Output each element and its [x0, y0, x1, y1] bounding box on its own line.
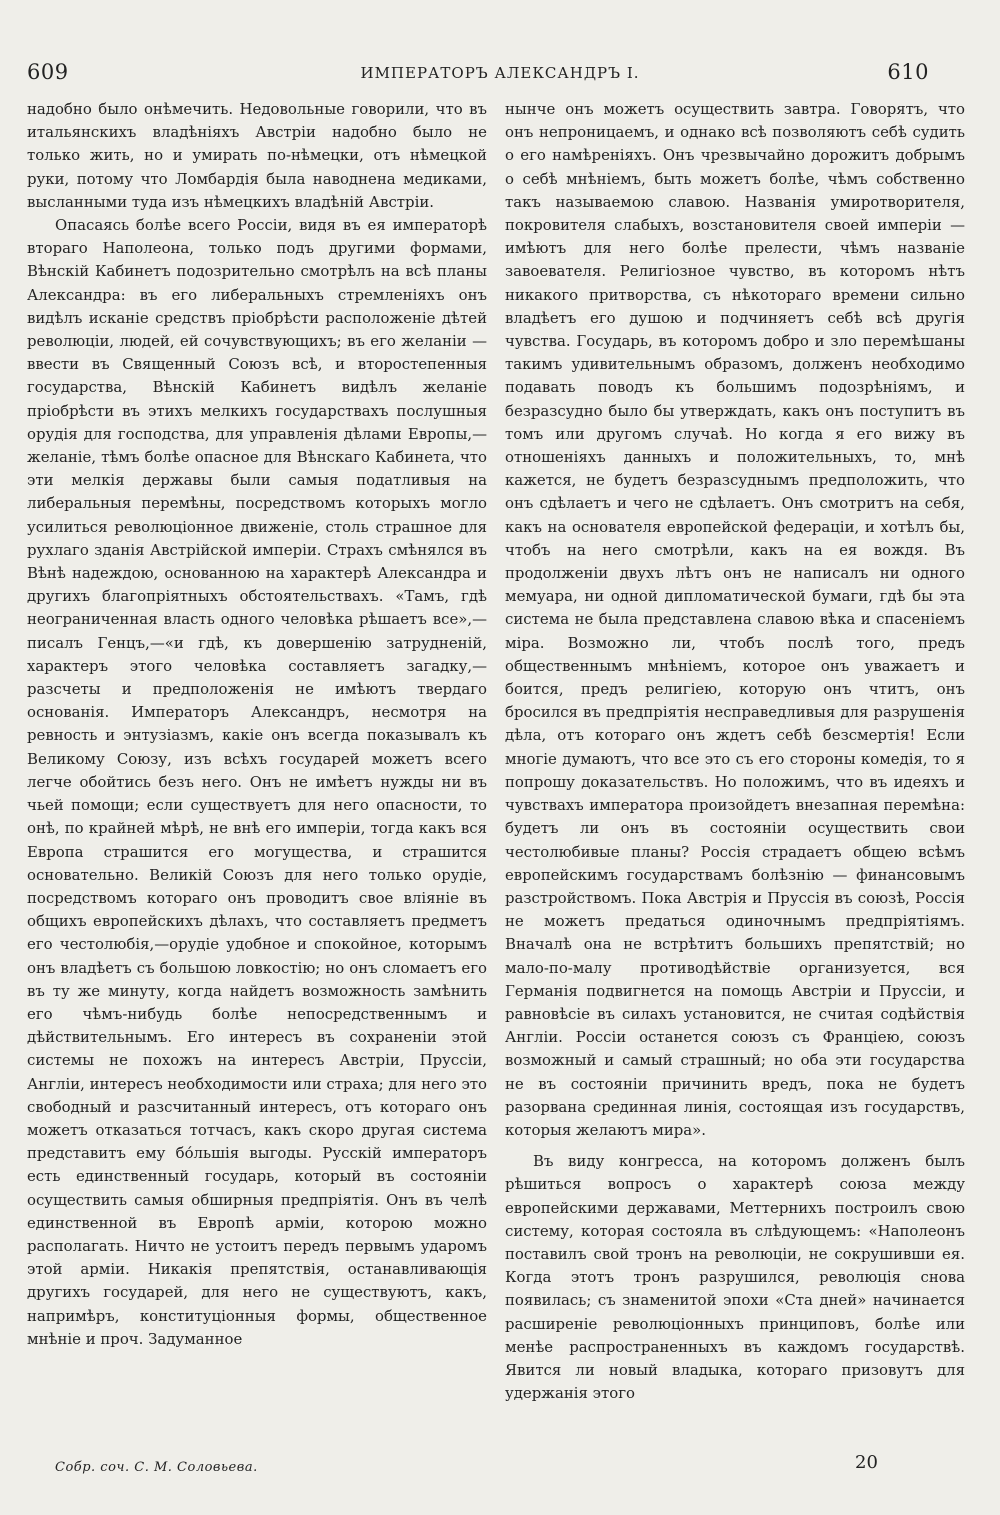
paragraph: нынче онъ можетъ осуществить завтра. Говорятъ, что онъ непроницаемъ, и однако всѣ позволяютъ себѣ судить о его намѣреніяхъ. Онъ чрезвычайно дорожитъ добрымъ о себѣ мнѣніемъ, быть можетъ болѣе, чѣмъ собственно такъ называемою славою. Названія умиротворителя, покровителя слабыхъ, возстановителя своей имперіи — имѣютъ для него болѣе прелести, чѣмъ названіе завоевателя. Религіозное чувство, въ которомъ нѣтъ никакого притворства, съ нѣкотораго времени сильно владѣетъ его душою и подчиняетъ себѣ всѣ другія чувства. Государь, въ которомъ добро и зло перемѣшаны такимъ удивительнымъ образомъ, долженъ необходимо подавать поводъ къ большимъ подозрѣніямъ, и безразсудно было бы утверждать, какъ онъ поступитъ въ томъ или другомъ случаѣ. Но когда я его вижу въ отношеніяхъ данныхъ и положительныхъ, то, мнѣ кажется, не будетъ безразсуднымъ предположить, что онъ сдѣлаетъ и чего не сдѣлаетъ. Онъ смотритъ на себя, какъ на основателя европейской федераціи, и хотѣлъ бы, чтобъ на него смотрѣли, какъ на ея вождя. Въ продолженіи двухъ лѣтъ онъ не написалъ ни одного мемуара, ни одной дипломатической бумаги, гдѣ бы эта система не была представлена славою вѣка и спасеніемъ міра. Возможно ли, чтобъ послѣ того, предъ общественнымъ мнѣніемъ, которое онъ уважаетъ и боится, предъ религіею, которую онъ чтитъ, онъ бросился въ предпріятія несправедливыя для разрушенія дѣла, отъ котораго онъ ждетъ себѣ безсмертія! Если многіе думаютъ, что все это съ его стороны комедія, то я попрошу доказательствъ. Но положимъ, что въ идеяхъ и чувствахъ императора произойдетъ внезапная перемѣна: будетъ ли онъ въ состояніи осуществить свои честолюбивые планы? Россія страдаетъ общею всѣмъ европейскимъ государствамъ болѣзнію — финансовымъ разстройствомъ. Пока Австрія и Пруссія въ союзѣ, Россія не можетъ предаться одиночнымъ предпріятіямъ. Вначалѣ она не встрѣтитъ большихъ препятствій; но мало-по-малу противодѣйствіе организуется, вся Германія подвигнется на помощь Австріи и Пруссіи, и равновѣсіе въ силахъ установится, не считая содѣйствія Англіи. Россіи останется союзъ съ Франціею, союзъ возможный и самый страшный; но оба эти государства не въ состояніи причинить вредъ, пока не будетъ разорвана срединная линія, состоящая изъ государствъ, которыя желаютъ мира». — [505, 100, 965, 1139]
right-column — [505, 98, 965, 1473]
paragraph: надобно было онѣмечить. Недовольные говорили, что въ итальянскихъ владѣніяхъ Австріи надобно было не только жить, но и умирать по-нѣмецки, отъ нѣмецкой руки, потому что Ломбардія была наводнена медиками, высланными туда изъ нѣмецкихъ владѣній Австріи. — [27, 100, 487, 211]
paragraph: Опасаясь болѣе всего Россіи, видя въ ея императорѣ втораго Наполеона, только подъ другими формами, Вѣнскій Кабинетъ подозрительно смотрѣлъ на всѣ планы Александра: въ его либеральныхъ стремленіяхъ онъ видѣлъ исканіе средствъ пріобрѣсти расположеніе дѣтей революціи, людей, ей сочувствующихъ; въ его желаніи — ввести въ Священный Союзъ всѣ, и второстепенныя государства, Вѣнскій Кабинетъ видѣлъ желаніе пріобрѣсти въ этихъ мелкихъ государствахъ послушныя орудія для господства, для управленія дѣлами Европы,—желаніе, тѣмъ болѣе опасное для Вѣнскаго Кабинета, что эти мелкія державы были самыя податливыя на либеральныя перемѣны, посредствомъ которыхъ могло усилиться революціонное движеніе, столь страшное для рухлаго зданія Австрійской имперіи. Страхъ смѣнялся въ Вѣнѣ надеждою, основанною на характерѣ Александра и другихъ благопріятныхъ обстоятельствахъ. «Тамъ, гдѣ неограниченная власть одного человѣка рѣшаетъ все»,—писалъ Генцъ,—«и гдѣ, къ довершенію затрудненій, характеръ этого человѣка составляетъ загадку,—разсчеты и предположенія не имѣютъ твердаго основанія. Императоръ Александръ, несмотря на ревность и энтузіазмъ, какіе онъ всегда показывалъ къ Великому Союзу, изъ всѣхъ государей можетъ всего легче обойтись безъ него. Онъ не имѣетъ нужды ни въ чьей помощи; если существуетъ для него опасности, то онѣ, по крайней мѣрѣ, не внѣ его имперіи, тогда какъ вся Европа страшится его могущества, и страшится основательно. Великій Союзъ для него только орудіе, посредствомъ котораго онъ проводитъ свое вліяніе въ общихъ европейскихъ дѣлахъ, что составляетъ предметъ его честолюбія,—орудіе удобное и спокойное, которымъ онъ владѣетъ съ большою ловкостію; но онъ сломаетъ его въ ту же минуту, когда найдетъ возможность замѣнить его чѣмъ-нибудь болѣе непосредственнымъ и дѣйствительнымъ. Его интересъ въ сохраненіи этой системы не похожъ на интересъ Австріи, Пруссіи, Англіи, интересъ необходимости или страха; для него это свободный и разсчитанный интересъ, отъ котораго онъ можетъ отказаться тотчасъ, какъ скоро другая система представитъ ему бо́льшія выгоды. Русскій императоръ есть единственный государь, который въ состояніи осуществить самыя обширныя предпріятія. Онъ въ челѣ единственной въ Европѣ арміи, которою можно располагать. Ничто не устоитъ передъ первымъ ударомъ этой арміи. Никакія препятствія, останавливающія другихъ государей, для него не существуютъ, какъ, напримѣръ, конституціонныя формы, общественное мнѣніе и проч. Задуманное — [27, 216, 487, 1348]
page-number-left: 609 — [27, 60, 69, 84]
left-column — [27, 98, 487, 1473]
paragraph: Въ виду конгресса, на которомъ долженъ былъ рѣшиться вопросъ о характерѣ союза между европейскими державами, Меттернихъ построилъ свою систему, которая состояла въ слѣдующемъ: «Наполеонъ поставилъ свой тронъ на революціи, не сокрушивши ея. Когда этотъ тронъ разрушился, революція снова появилась; съ знаменитой эпохи «Ста дней» начинается расширеніе революціонныхъ принциповъ, болѣе или менѣе распространенныхъ въ каждомъ государствѣ. Явится ли новый владыка, котораго призовутъ для удержанія этого — [505, 1152, 965, 1403]
signature-mark: 20 — [855, 1452, 878, 1473]
running-title: ИМПЕРАТОРЪ АЛЕКСАНДРЪ I. — [360, 64, 640, 82]
page-number-right: 610 — [887, 60, 929, 84]
footer-source: Собр. соч. С. М. Соловьева. — [55, 1460, 258, 1475]
